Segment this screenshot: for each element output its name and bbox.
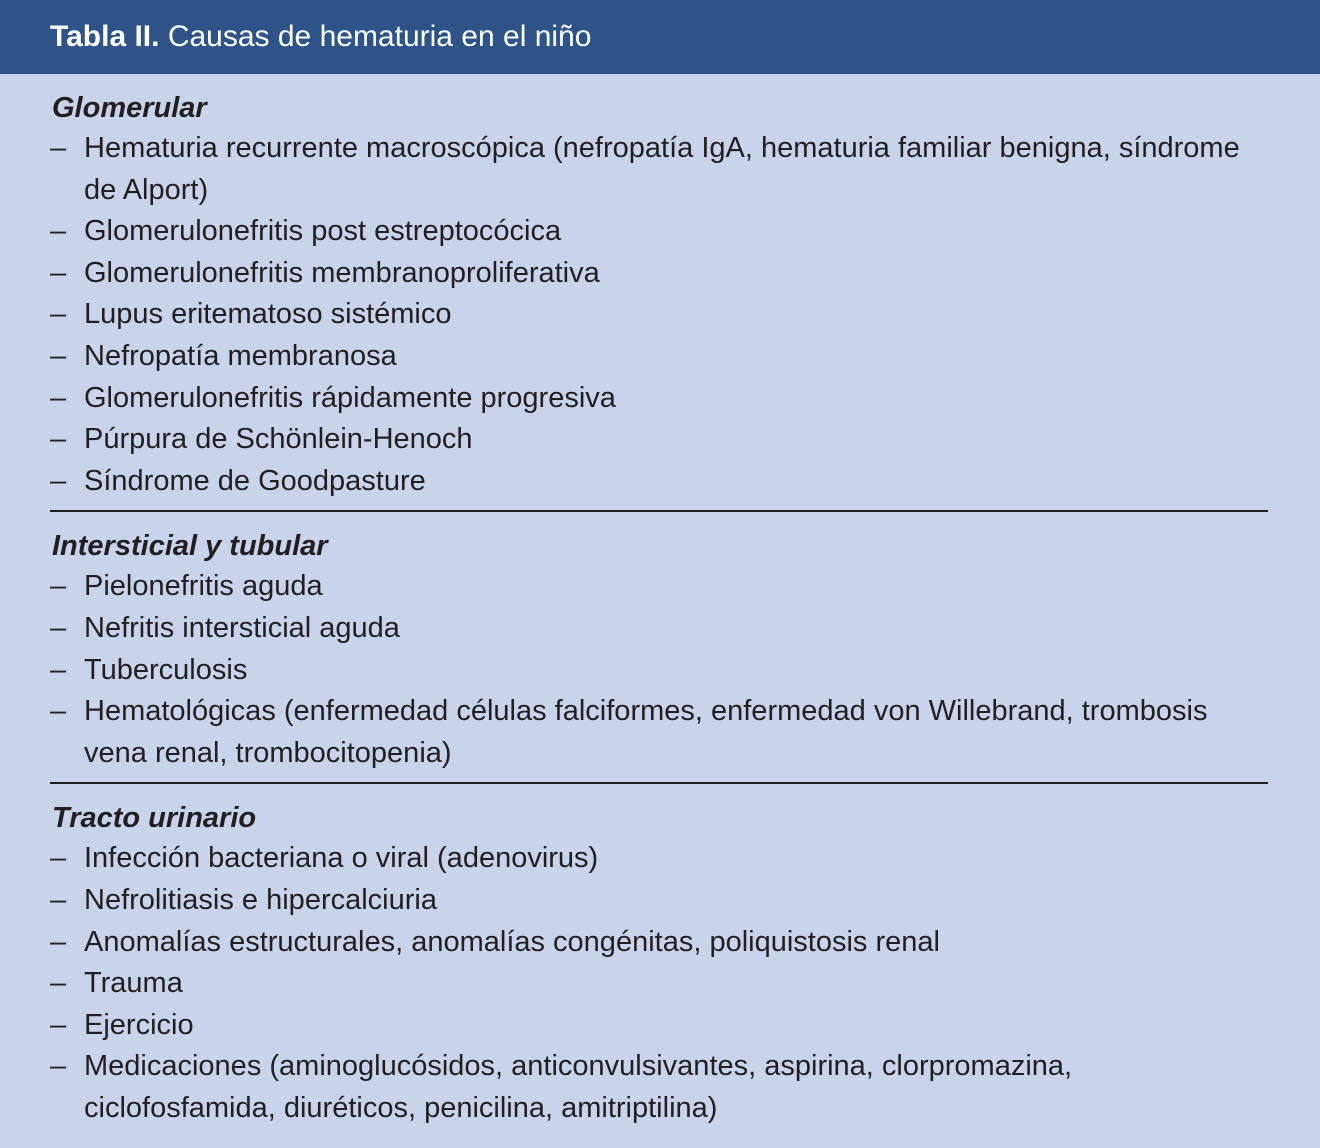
list-item-text: Tuberculosis bbox=[84, 653, 248, 686]
section-glomerular bbox=[50, 88, 1268, 512]
dash-marker: – bbox=[50, 381, 67, 414]
list-item bbox=[50, 963, 1268, 1005]
list-item-text: Nefrolitiasis e hipercalciuria bbox=[84, 883, 437, 916]
list-item bbox=[50, 922, 1268, 964]
dash-marker: – bbox=[50, 883, 67, 916]
item-list bbox=[50, 566, 1268, 774]
table-title: Causas de hematuria en el niño bbox=[167, 20, 592, 53]
list-item bbox=[50, 419, 1268, 461]
list-item bbox=[50, 838, 1268, 880]
list-item bbox=[50, 211, 1268, 253]
list-item-text: Púrpura de Schönlein-Henoch bbox=[84, 423, 473, 456]
list-item-text: Síndrome de Goodpasture bbox=[84, 464, 426, 497]
dash-marker: – bbox=[50, 967, 67, 1000]
list-item bbox=[50, 650, 1268, 692]
section-intersticial-tubular bbox=[50, 512, 1268, 784]
list-item-text: Hematuria recurrente macroscópica (nefropatía IgA, hematuria familiar benigna, síndrome de Alport) bbox=[84, 132, 1240, 206]
list-item-text: Glomerulonefritis rápidamente progresiva bbox=[84, 381, 616, 414]
item-list bbox=[50, 128, 1268, 502]
dash-marker: – bbox=[50, 256, 67, 289]
list-item-text: Hematológicas (enfermedad células falciformes, enfermedad von Willebrand, trombosis vena renal, trombocitopenia) bbox=[84, 695, 1208, 769]
list-item-text: Glomerulonefritis membranoproliferativa bbox=[84, 256, 600, 289]
list-item bbox=[50, 253, 1268, 295]
item-list bbox=[50, 838, 1268, 1129]
list-item bbox=[50, 336, 1268, 378]
section-tracto-urinario bbox=[50, 784, 1268, 1137]
list-item bbox=[50, 128, 1268, 211]
list-item-text: Nefritis intersticial aguda bbox=[84, 611, 400, 644]
list-item bbox=[50, 880, 1268, 922]
list-item-text: Medicaciones (aminoglucósidos, anticonvulsivantes, aspirina, clorpromazina, ciclofosfamida, diuréticos, penicilina, amitriptilina) bbox=[84, 1050, 1073, 1124]
section-heading: Intersticial y tubular bbox=[52, 530, 328, 563]
list-item-text: Glomerulonefritis post estreptocócica bbox=[84, 215, 562, 248]
list-item-text: Infección bacteriana o viral (adenovirus) bbox=[84, 842, 599, 875]
list-item bbox=[50, 691, 1268, 774]
table-label: Tabla II. bbox=[50, 20, 160, 53]
table-header bbox=[0, 0, 1320, 74]
list-item-text: Ejercicio bbox=[84, 1008, 194, 1041]
dash-marker: – bbox=[50, 570, 67, 603]
table-body bbox=[0, 74, 1320, 1137]
dash-marker: – bbox=[50, 215, 67, 248]
dash-marker: – bbox=[50, 925, 67, 958]
section-heading: Glomerular bbox=[52, 92, 207, 124]
list-item bbox=[50, 294, 1268, 336]
dash-marker: – bbox=[50, 695, 67, 728]
list-item bbox=[50, 461, 1268, 503]
dash-marker: – bbox=[50, 423, 67, 456]
dash-marker: – bbox=[50, 464, 67, 497]
list-item-text: Anomalías estructurales, anomalías congénitas, poliquistosis renal bbox=[84, 925, 940, 958]
dash-marker: – bbox=[50, 653, 67, 686]
section-heading: Tracto urinario bbox=[52, 802, 257, 835]
dash-marker: – bbox=[50, 842, 67, 875]
dash-marker: – bbox=[50, 1050, 67, 1083]
list-item-text: Lupus eritematoso sistémico bbox=[84, 298, 452, 331]
list-item bbox=[50, 378, 1268, 420]
dash-marker: – bbox=[50, 298, 67, 331]
dash-marker: – bbox=[50, 1008, 67, 1041]
list-item-text: Pielonefritis aguda bbox=[84, 570, 323, 603]
dash-marker: – bbox=[50, 339, 67, 372]
list-item-text: Nefropatía membranosa bbox=[84, 339, 397, 372]
list-item bbox=[50, 1005, 1268, 1047]
list-item bbox=[50, 566, 1268, 608]
list-item-text: Trauma bbox=[84, 967, 183, 1000]
dash-marker: – bbox=[50, 611, 67, 644]
list-item bbox=[50, 608, 1268, 650]
dash-marker: – bbox=[50, 132, 67, 164]
list-item bbox=[50, 1046, 1268, 1129]
